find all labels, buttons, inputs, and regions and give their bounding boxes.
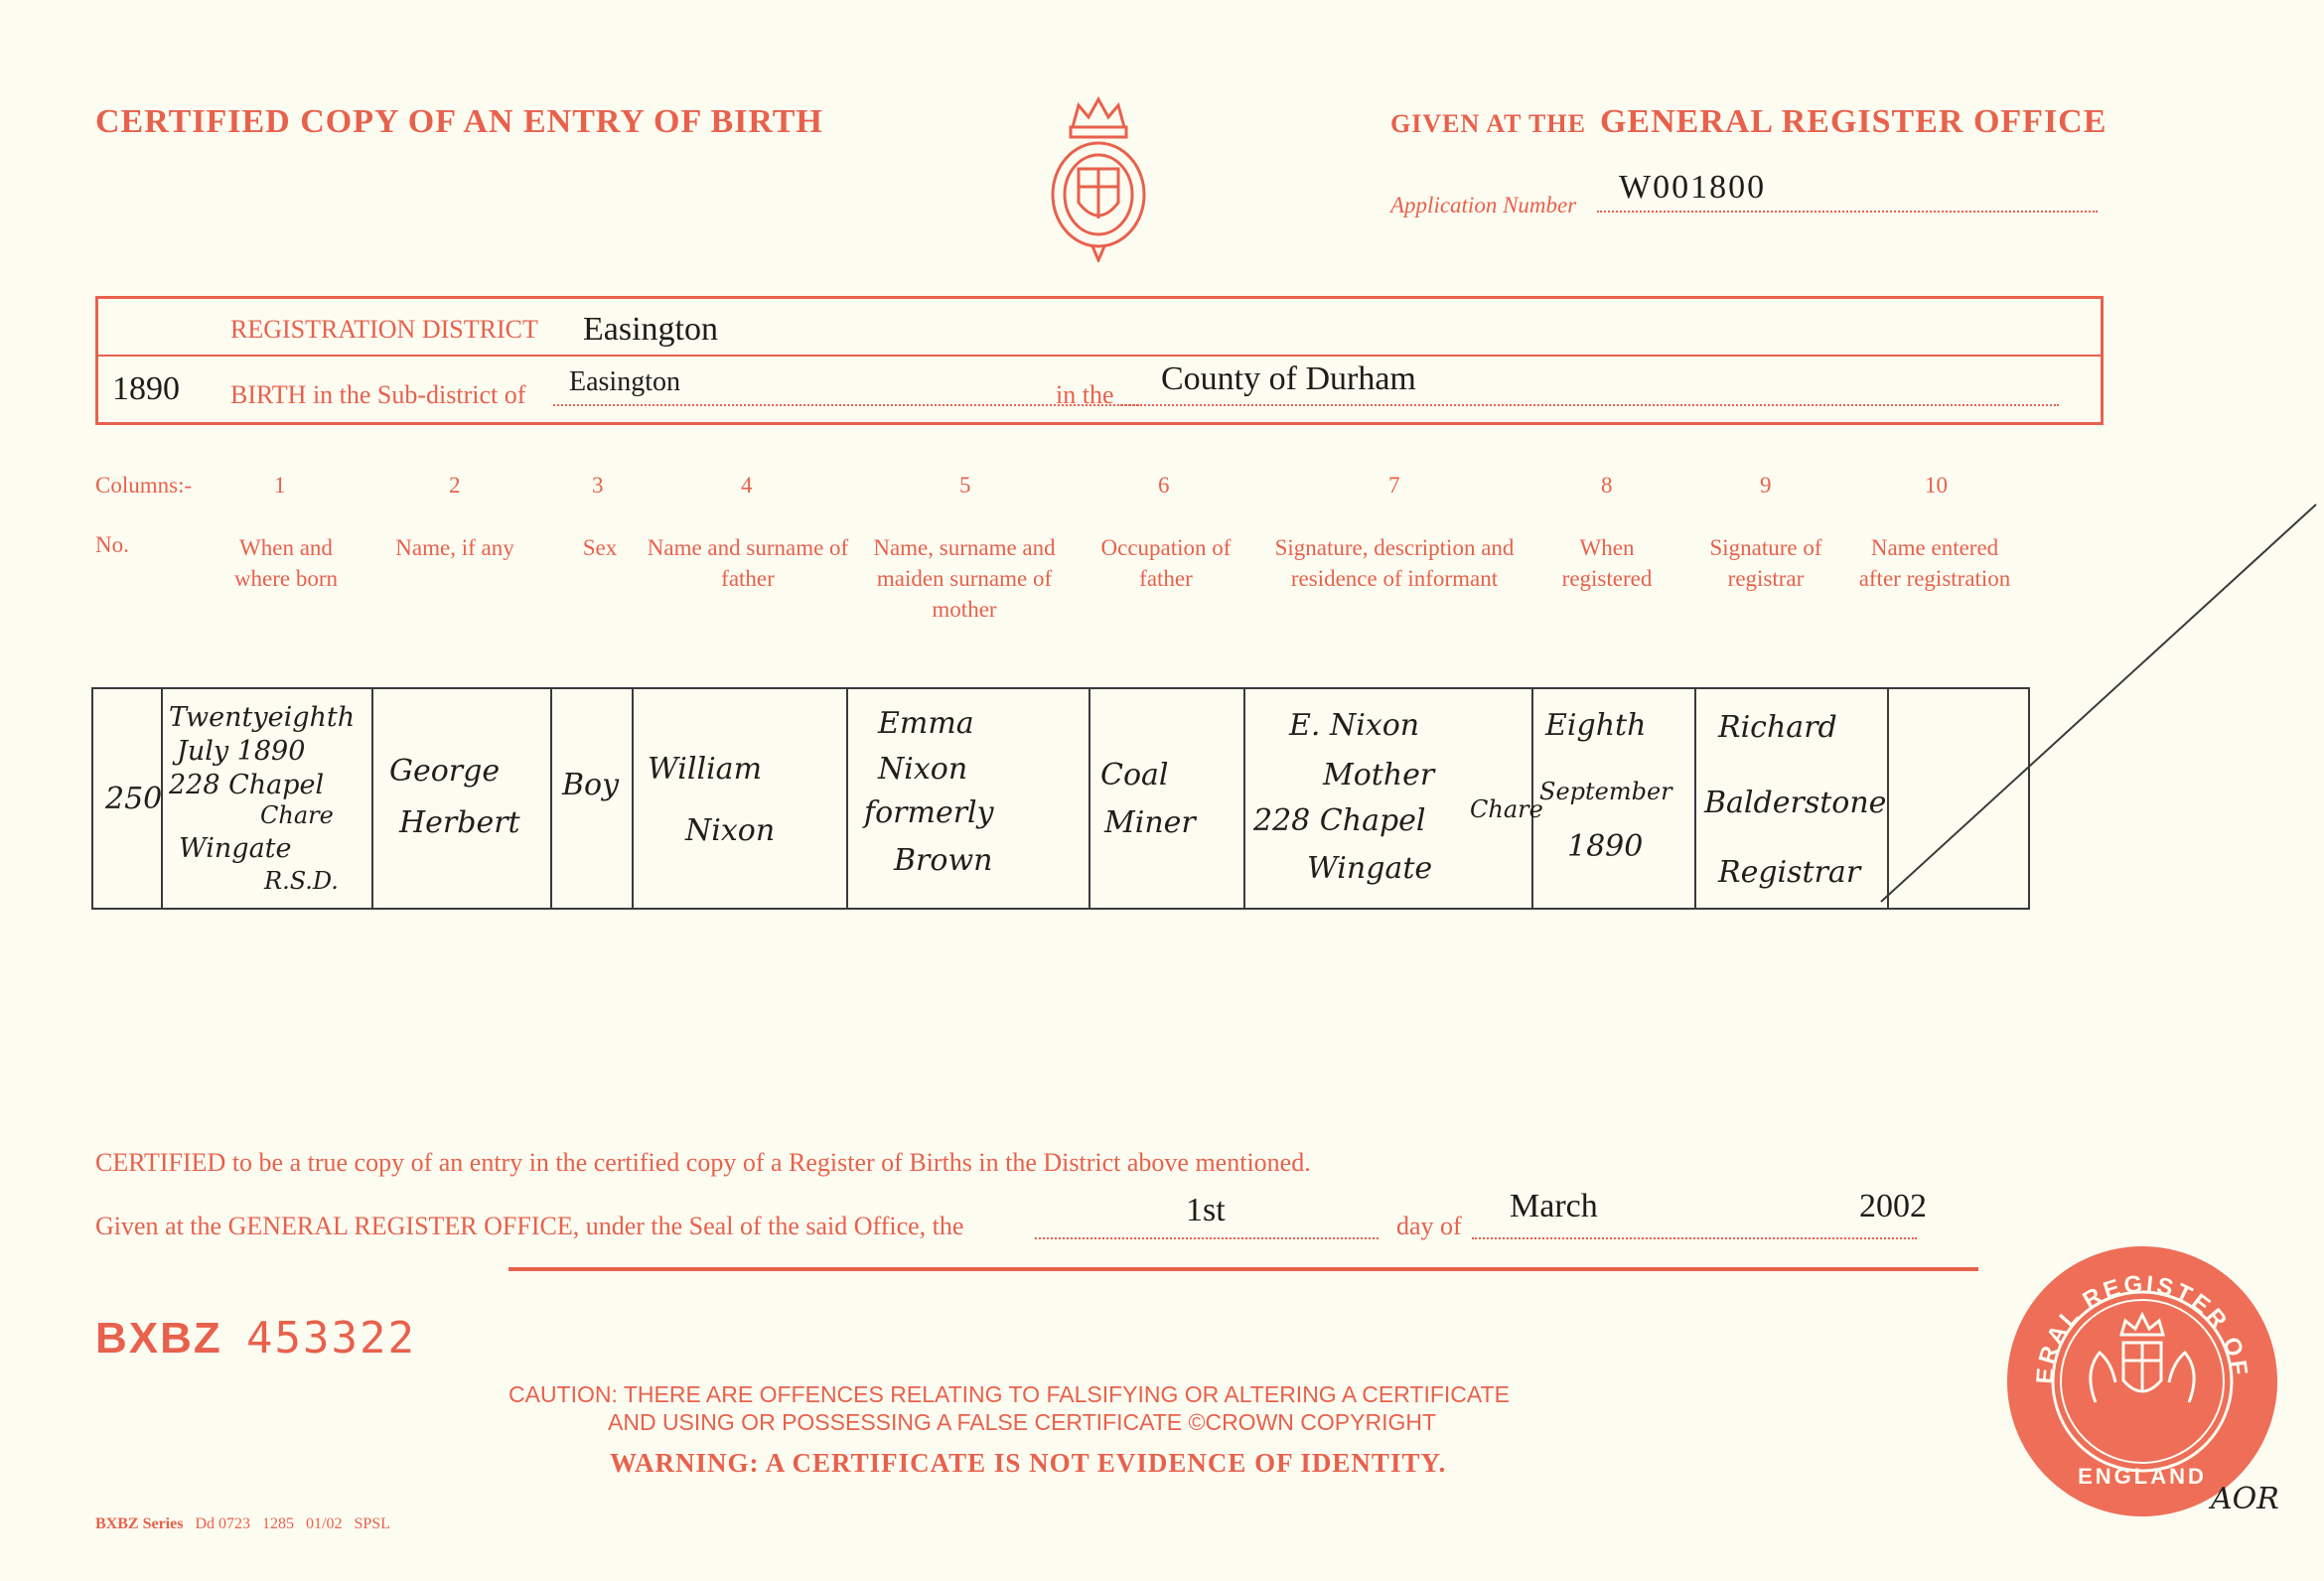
- initials: AOR: [2211, 1482, 2279, 1516]
- column-number: 3: [592, 473, 604, 498]
- footer-code-values: Dd 0723 1285 01/02 SPSL: [195, 1515, 390, 1532]
- column-number: 1: [274, 473, 286, 498]
- column-header: Signature, description and residence of informant: [1274, 535, 1515, 591]
- given-line-label: Given at the GENERAL REGISTER OFFICE, under the Seal of the said Office, the: [95, 1212, 964, 1240]
- serial-number: [95, 1313, 416, 1364]
- crest-icon: [1043, 91, 1154, 262]
- entry-line: September: [1539, 778, 1672, 805]
- entry-divider: [1089, 687, 1090, 908]
- registration-year: 1890: [112, 370, 180, 407]
- district-value: Easington: [583, 311, 718, 348]
- entry-line: Nixon: [685, 813, 776, 848]
- seal-top-text: ERAL REGISTER OF: [2031, 1270, 2253, 1385]
- office-name: GENERAL REGISTER OFFICE: [1599, 103, 2107, 140]
- year-value: 2002: [1859, 1188, 1927, 1224]
- column-header: When and where born: [233, 535, 339, 591]
- entry-line: Mother: [1323, 758, 1435, 792]
- caution-line-1: CAUTION: THERE ARE OFFENCES RELATING TO FALSIFYING OR ALTERING A CERTIFICATE: [508, 1381, 1510, 1407]
- registration-divider: [98, 355, 2101, 357]
- column-number: 10: [1925, 473, 1948, 498]
- entry-divider: [371, 687, 373, 908]
- certificate-title: CERTIFIED COPY OF AN ENTRY OF BIRTH: [95, 103, 823, 140]
- entry-divider: [550, 687, 552, 908]
- day-dots: [1035, 1237, 1379, 1239]
- entry-line: Registrar: [1718, 855, 1861, 890]
- day-of-label: day of: [1396, 1212, 1462, 1240]
- application-number-label: Application Number: [1390, 193, 1577, 217]
- day-value: 1st: [1186, 1192, 1226, 1228]
- certification-statement: CERTIFIED to be a true copy of an entry in the certified copy of a Register of Births in the District above mentioned.: [95, 1148, 1311, 1177]
- serial-prefix: BXBZ: [95, 1314, 222, 1363]
- entry-line: R.S.D.: [264, 867, 339, 895]
- entry-line: 228 Chapel: [1253, 803, 1426, 838]
- entry-line: 1890: [1567, 829, 1644, 864]
- caution-block: [508, 1380, 1581, 1436]
- column-number: 4: [741, 473, 753, 498]
- application-number-dots: [1597, 211, 2098, 213]
- entry-line: Herbert: [399, 805, 520, 840]
- entry-line: William: [648, 752, 763, 787]
- entry-line: Emma: [878, 706, 974, 741]
- county-value: County of Durham: [1161, 360, 1416, 397]
- entry-line: Twentyeighth: [169, 702, 356, 733]
- column-number: 7: [1388, 473, 1400, 498]
- application-number-value: W001800: [1619, 169, 1767, 206]
- county-dots: [1117, 404, 2059, 406]
- footer-codes: [95, 1515, 390, 1533]
- cancel-stroke: [1877, 497, 2324, 914]
- entry-line: Chare: [260, 801, 334, 829]
- given-at-heading: [1390, 103, 2106, 141]
- entry-line: July 1890: [177, 736, 306, 767]
- column-header: Name entered after registration: [1858, 535, 2011, 591]
- seal-bottom-text: ENGLAND: [2078, 1464, 2207, 1489]
- registration-box: [95, 296, 2104, 425]
- entry-line: formerly: [864, 795, 994, 830]
- gro-seal: [2004, 1243, 2280, 1519]
- given-at-prefix: GIVEN AT THE: [1390, 109, 1586, 138]
- no-label: No.: [95, 532, 129, 557]
- royal-crest: [1043, 91, 1154, 262]
- entry-line: Wingate: [179, 833, 292, 864]
- application-number-field: [1390, 169, 2098, 217]
- signature-rule: [508, 1267, 1978, 1271]
- entry-line: 228 Chapel: [169, 770, 325, 800]
- subdistrict-label: BIRTH in the Sub-district of: [230, 380, 526, 409]
- entry-line: Miner: [1104, 805, 1196, 840]
- entry-line: Chare: [1470, 795, 1543, 823]
- entry-divider: [846, 687, 848, 908]
- entry-line: Balderstone: [1704, 786, 1887, 820]
- entry-number: 250: [105, 782, 163, 816]
- serial-digits: 453322: [246, 1313, 416, 1364]
- identity-warning: WARNING: A CERTIFICATE IS NOT EVIDENCE OF IDENTITY.: [610, 1448, 1447, 1478]
- subdistrict-value: Easington: [569, 366, 680, 397]
- columns-label: Columns:-: [95, 473, 193, 498]
- column-header: Signature of registrar: [1709, 535, 1822, 591]
- entry-line: Nixon: [878, 752, 968, 787]
- entry-line: Coal: [1100, 758, 1169, 792]
- column-number: 6: [1158, 473, 1170, 498]
- column-header: Sex: [582, 535, 618, 560]
- column-header: Name and surname of father: [647, 535, 849, 591]
- entry-divider: [1243, 687, 1245, 908]
- column-header: Name, if any: [395, 535, 514, 560]
- entry-line: George: [389, 754, 501, 789]
- month-dots: [1472, 1237, 1917, 1239]
- entry-line: Brown: [894, 843, 993, 878]
- entry-divider: [632, 687, 634, 908]
- district-label: REGISTRATION DISTRICT: [230, 315, 538, 344]
- column-number: 8: [1601, 473, 1613, 498]
- caution-line-2: AND USING OR POSSESSING A FALSE CERTIFICATE ©CROWN COPYRIGHT: [608, 1409, 1437, 1435]
- column-header: When registered: [1561, 535, 1653, 591]
- entry-line: Wingate: [1307, 851, 1433, 886]
- entry-line: E. Nixon: [1289, 708, 1420, 743]
- column-number: 5: [959, 473, 971, 498]
- given-line: [95, 1188, 2002, 1251]
- column-number: 2: [449, 473, 461, 498]
- month-value: March: [1510, 1188, 1598, 1224]
- column-header: Occupation of father: [1100, 535, 1232, 591]
- column-header: Name, surname and maiden surname of mother: [873, 535, 1056, 622]
- subdistrict-dots: [553, 404, 1139, 406]
- entry-line: Richard: [1718, 710, 1837, 745]
- column-number: 9: [1760, 473, 1772, 498]
- entry-sex: Boy: [562, 768, 620, 802]
- in-the-label: in the: [1056, 380, 1114, 409]
- entry-line: Eighth: [1545, 708, 1647, 743]
- entry-divider: [1694, 687, 1696, 908]
- footer-series: BXBZ Series: [95, 1515, 184, 1532]
